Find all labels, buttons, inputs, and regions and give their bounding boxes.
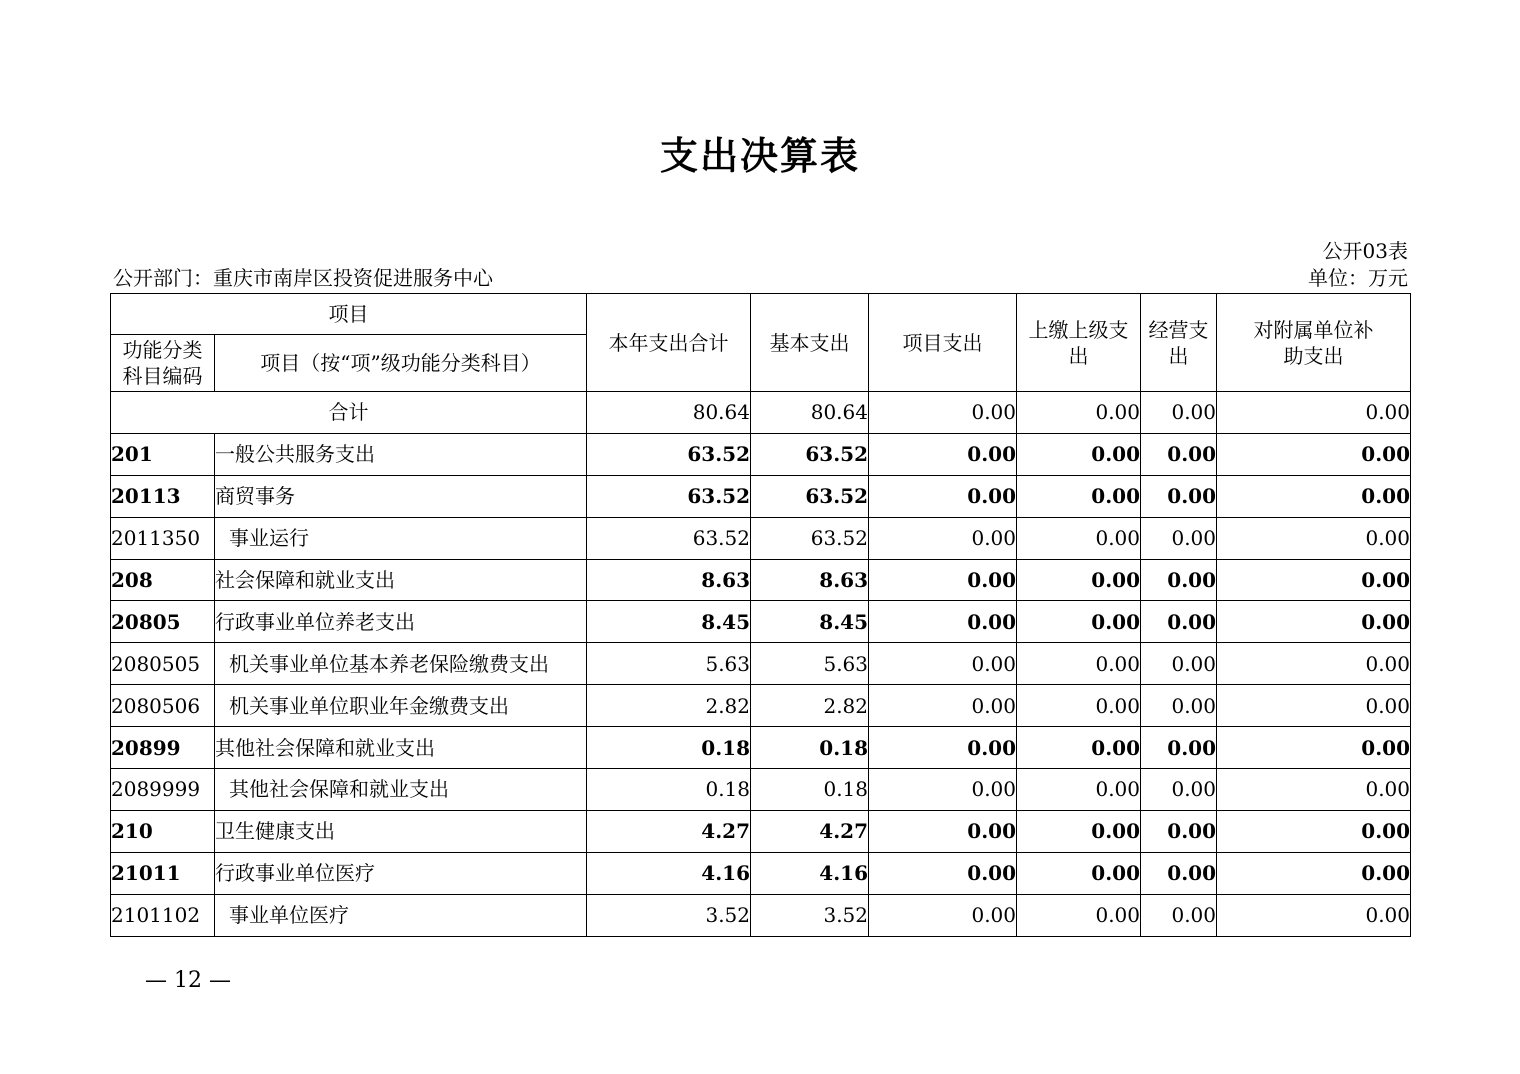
row-name: 卫生健康支出 <box>215 810 587 852</box>
row-value: 2.82 <box>751 685 869 727</box>
row-value: 4.27 <box>751 810 869 852</box>
total-value: 80.64 <box>587 392 751 434</box>
row-value: 0.00 <box>869 559 1017 601</box>
row-value: 0.00 <box>1217 517 1411 559</box>
row-value: 0.00 <box>1017 643 1141 685</box>
row-code: 2011350 <box>111 517 215 559</box>
row-value: 0.00 <box>1017 810 1141 852</box>
row-value: 0.00 <box>1141 810 1217 852</box>
row-name: 事业运行 <box>215 517 587 559</box>
row-value: 0.00 <box>1217 475 1411 517</box>
row-value: 8.63 <box>587 559 751 601</box>
row-value: 0.00 <box>1217 643 1411 685</box>
row-value: 0.00 <box>1017 475 1141 517</box>
row-value: 0.00 <box>1017 852 1141 894</box>
header-total: 本年支出合计 <box>587 294 751 392</box>
row-value: 0.00 <box>869 433 1017 475</box>
row-value: 0.00 <box>1217 601 1411 643</box>
row-value: 0.00 <box>1141 601 1217 643</box>
row-value: 63.52 <box>751 475 869 517</box>
row-value: 0.00 <box>1017 433 1141 475</box>
row-value: 0.00 <box>1141 894 1217 936</box>
row-code: 20805 <box>111 601 215 643</box>
header-project: 项目支出 <box>869 294 1017 392</box>
total-row <box>111 392 1411 434</box>
row-value: 0.00 <box>1017 517 1141 559</box>
form-number: 公开03表 <box>1322 239 1408 263</box>
row-code: 201 <box>111 433 215 475</box>
row-value: 5.63 <box>587 643 751 685</box>
header-item: 项目 <box>111 294 587 335</box>
header-business: 经营支出 <box>1141 294 1217 392</box>
row-value: 0.00 <box>1217 685 1411 727</box>
row-value: 0.00 <box>869 601 1017 643</box>
table-row <box>111 601 1411 643</box>
table-row <box>111 643 1411 685</box>
row-code: 2080505 <box>111 643 215 685</box>
page-number: — 12 — <box>145 968 231 993</box>
row-value: 0.00 <box>869 852 1017 894</box>
unit-label: 单位：万元 <box>1308 266 1408 290</box>
row-value: 3.52 <box>751 894 869 936</box>
row-value: 0.00 <box>1017 601 1141 643</box>
row-value: 0.00 <box>1141 433 1217 475</box>
row-value: 0.00 <box>1141 517 1217 559</box>
row-value: 4.16 <box>751 852 869 894</box>
total-label: 合计 <box>111 392 587 434</box>
row-value: 63.52 <box>751 433 869 475</box>
row-name: 其他社会保障和就业支出 <box>215 769 587 811</box>
row-value: 0.00 <box>869 727 1017 769</box>
row-name: 商贸事务 <box>215 475 587 517</box>
total-value: 0.00 <box>1217 392 1411 434</box>
total-value: 80.64 <box>751 392 869 434</box>
expenditure-table <box>110 293 1411 937</box>
row-value: 0.00 <box>1141 643 1217 685</box>
row-name: 其他社会保障和就业支出 <box>215 727 587 769</box>
table-row <box>111 810 1411 852</box>
header-basic: 基本支出 <box>751 294 869 392</box>
row-code: 20113 <box>111 475 215 517</box>
row-value: 0.00 <box>1217 433 1411 475</box>
total-value: 0.00 <box>1017 392 1141 434</box>
row-value: 0.18 <box>751 769 869 811</box>
row-value: 0.00 <box>869 517 1017 559</box>
table-row <box>111 559 1411 601</box>
row-value: 0.00 <box>1141 559 1217 601</box>
row-value: 0.00 <box>869 769 1017 811</box>
table-row <box>111 475 1411 517</box>
row-value: 63.52 <box>751 517 869 559</box>
row-value: 0.00 <box>1217 894 1411 936</box>
row-code: 2080506 <box>111 685 215 727</box>
row-value: 3.52 <box>587 894 751 936</box>
row-value: 8.45 <box>587 601 751 643</box>
row-value: 63.52 <box>587 517 751 559</box>
row-name: 事业单位医疗 <box>215 894 587 936</box>
table-row <box>111 852 1411 894</box>
row-value: 0.00 <box>869 685 1017 727</box>
table-row <box>111 769 1411 811</box>
row-value: 0.00 <box>869 475 1017 517</box>
row-value: 0.00 <box>1141 685 1217 727</box>
row-value: 2.82 <box>587 685 751 727</box>
row-value: 0.00 <box>1217 769 1411 811</box>
header-subsidy: 对附属单位补助支出 <box>1217 294 1411 392</box>
row-value: 8.45 <box>751 601 869 643</box>
total-value: 0.00 <box>869 392 1017 434</box>
row-value: 63.52 <box>587 433 751 475</box>
row-value: 0.18 <box>751 727 869 769</box>
row-value: 0.00 <box>1141 769 1217 811</box>
row-value: 0.00 <box>1217 727 1411 769</box>
row-name: 行政事业单位医疗 <box>215 852 587 894</box>
row-value: 5.63 <box>751 643 869 685</box>
row-value: 0.18 <box>587 727 751 769</box>
page-title: 支出决算表 <box>659 133 860 178</box>
row-value: 0.00 <box>869 643 1017 685</box>
row-value: 0.00 <box>1217 810 1411 852</box>
row-name: 行政事业单位养老支出 <box>215 601 587 643</box>
row-value: 8.63 <box>751 559 869 601</box>
row-value: 0.00 <box>1017 769 1141 811</box>
table-row <box>111 517 1411 559</box>
row-name: 机关事业单位职业年金缴费支出 <box>215 685 587 727</box>
header-name: 项目（按“项”级功能分类科目） <box>215 335 587 392</box>
row-value: 0.00 <box>1017 559 1141 601</box>
row-value: 0.00 <box>1017 727 1141 769</box>
table-row <box>111 433 1411 475</box>
row-value: 0.00 <box>1141 727 1217 769</box>
row-value: 4.16 <box>587 852 751 894</box>
row-value: 0.00 <box>1017 685 1141 727</box>
header-code: 功能分类科目编码 <box>111 335 215 392</box>
row-value: 0.18 <box>587 769 751 811</box>
row-value: 63.52 <box>587 475 751 517</box>
row-value: 0.00 <box>1141 852 1217 894</box>
row-code: 210 <box>111 810 215 852</box>
row-value: 0.00 <box>1217 559 1411 601</box>
row-code: 208 <box>111 559 215 601</box>
row-value: 0.00 <box>869 894 1017 936</box>
row-value: 0.00 <box>1141 475 1217 517</box>
table-row <box>111 894 1411 936</box>
row-value: 0.00 <box>1017 894 1141 936</box>
total-value: 0.00 <box>1141 392 1217 434</box>
table-row <box>111 727 1411 769</box>
table-row <box>111 685 1411 727</box>
row-code: 21011 <box>111 852 215 894</box>
row-code: 2089999 <box>111 769 215 811</box>
row-code: 2101102 <box>111 894 215 936</box>
row-name: 一般公共服务支出 <box>215 433 587 475</box>
row-name: 社会保障和就业支出 <box>215 559 587 601</box>
row-value: 4.27 <box>587 810 751 852</box>
row-code: 20899 <box>111 727 215 769</box>
header-upper: 上缴上级支出 <box>1017 294 1141 392</box>
row-value: 0.00 <box>1217 852 1411 894</box>
row-value: 0.00 <box>869 810 1017 852</box>
department-label: 公开部门：重庆市南岸区投资促进服务中心 <box>113 266 493 290</box>
row-name: 机关事业单位基本养老保险缴费支出 <box>215 643 587 685</box>
